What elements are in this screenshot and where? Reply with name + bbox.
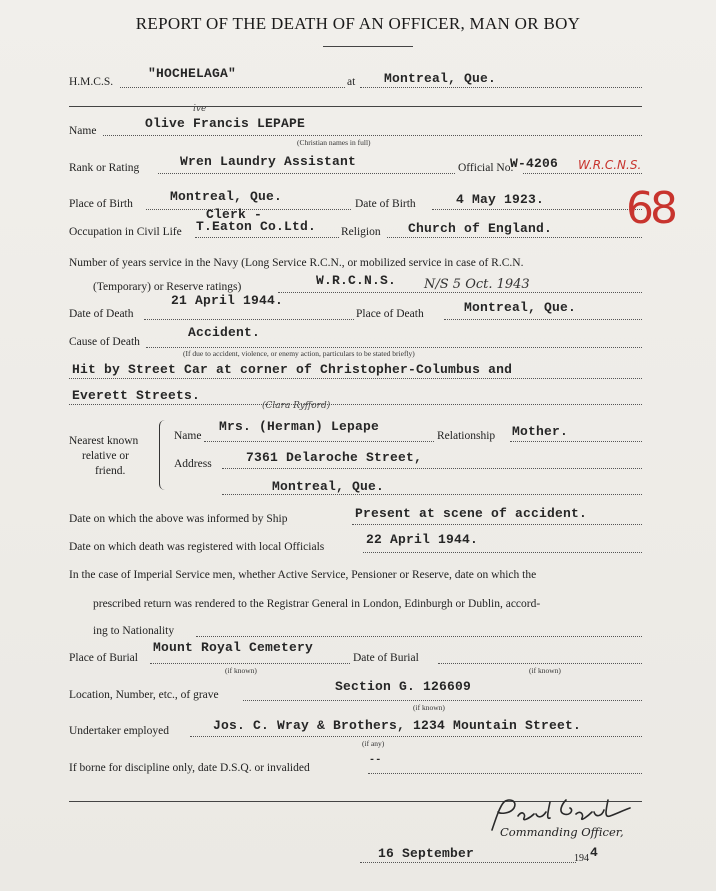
ship-at-label: at (347, 76, 356, 88)
date-of-birth-line (432, 209, 642, 210)
date-of-burial-label: Date of Burial (353, 652, 419, 664)
registered-value: 22 April 1944. (366, 532, 479, 547)
registered-line (363, 552, 642, 553)
rank-value: Wren Laundry Assistant (180, 154, 357, 169)
relative-section-label-1: Nearest known (69, 435, 139, 447)
name-handwritten-insert: ive (193, 104, 207, 114)
date-of-death-value: 21 April 1944. (171, 293, 284, 308)
name-hint: (Christian names in full) (297, 138, 371, 147)
date-of-birth-value: 4 May 1923. (456, 192, 545, 207)
official-number-value: W-4206 (510, 156, 559, 171)
date-of-burial-line (438, 663, 642, 664)
place-of-birth-label: Place of Birth (69, 198, 133, 210)
service-line (278, 292, 642, 293)
registered-label: Date on which death was registered with local Officials (69, 541, 325, 553)
grave-hint: (if known) (413, 703, 445, 712)
cause-detail-line2-rule (69, 404, 642, 405)
ship-value: "HOCHELAGA" (148, 66, 237, 81)
place-of-death-value: Montreal, Que. (464, 300, 577, 315)
official-number-label: Official No. (458, 162, 514, 174)
title-underline (323, 46, 413, 47)
place-of-death-line (444, 319, 642, 320)
cause-detail-line1-rule (69, 378, 642, 379)
religion-line (387, 237, 642, 238)
place-of-burial-label: Place of Burial (69, 652, 138, 664)
grave-label: Location, Number, etc., of grave (69, 689, 219, 701)
service-text-line1: Number of years service in the Navy (Long Service R.C.N., or mobilized service in case of R.C.N. (69, 257, 524, 269)
commanding-officer-label: Commanding Officer, (500, 825, 624, 839)
place-of-burial-hint: (if known) (225, 666, 257, 675)
religion-value: Church of England. (408, 221, 553, 236)
red-mark-68: 68 (626, 183, 674, 234)
occupation-label: Occupation in Civil Life (69, 226, 182, 238)
imperial-text-line2: prescribed return was rendered to the Registrar General in London, Edinburgh or Dublin, accord- (93, 598, 541, 610)
cause-of-death-value: Accident. (188, 325, 261, 340)
discipline-line (368, 773, 642, 774)
undertaker-label: Undertaker employed (69, 725, 169, 737)
date-of-death-label: Date of Death (69, 308, 134, 320)
date-signed-value: 16 September (378, 846, 475, 861)
document-title: REPORT OF THE DEATH OF AN OFFICER, MAN OR BOY (135, 14, 581, 33)
ship-line (120, 87, 345, 88)
undertaker-value: Jos. C. Wray & Brothers, 1234 Mountain Street. (213, 718, 582, 733)
relative-name-line (204, 441, 434, 442)
relative-section-label-2: relative or (82, 450, 129, 462)
relative-name-label: Name (174, 430, 202, 442)
ship-location-value: Montreal, Que. (384, 71, 497, 86)
grave-line (243, 700, 642, 701)
cause-of-death-line (146, 347, 642, 348)
place-of-death-label: Place of Death (356, 308, 424, 320)
imperial-text-line3: ing to Nationality (93, 625, 175, 637)
service-handwritten: N/S 5 Oct. 1943 (424, 277, 530, 292)
date-of-death-line (144, 319, 354, 320)
relationship-value: Mother. (512, 424, 569, 439)
cause-of-death-label: Cause of Death (69, 336, 140, 348)
occupation-value-line2: T.Eaton Co.Ltd. (196, 219, 317, 234)
date-of-birth-label: Date of Birth (355, 198, 416, 210)
occupation-line (195, 237, 339, 238)
discipline-label: If borne for discipline only, date D.S.Q. or invalided (69, 762, 310, 774)
address-line1: 7361 Delaroche Street, (246, 450, 423, 465)
ship-location-line (360, 87, 642, 88)
service-value: W.R.C.N.S. (316, 273, 397, 288)
date-signed-year-suffix: 4 (590, 845, 599, 860)
place-of-birth-value: Montreal, Que. (170, 189, 283, 204)
informed-value: Present at scene of accident. (355, 506, 588, 521)
imperial-line (196, 636, 642, 637)
cause-detail-line1: Hit by Street Car at corner of Christopher-Columbus and (72, 362, 513, 377)
address-label: Address (174, 458, 212, 470)
place-of-burial-value: Mount Royal Cemetery (153, 640, 314, 655)
informed-line (352, 524, 642, 525)
address-line2: Montreal, Que. (272, 479, 385, 494)
date-of-burial-hint: (if known) (529, 666, 561, 675)
cause-detail-line2: Everett Streets. (72, 388, 201, 403)
relative-name-value: Mrs. (Herman) Lepape (219, 419, 380, 434)
name-value: Olive Francis LEPAPE (145, 116, 306, 131)
name-line (103, 135, 642, 136)
undertaker-line (190, 736, 642, 737)
imperial-text-line1: In the case of Imperial Service men, whether Active Service, Pensioner or Reserve, date on which the (69, 569, 537, 581)
service-text-line2: (Temporary) or Reserve ratings) (93, 281, 242, 293)
grave-value: Section G. 126609 (335, 679, 472, 694)
relative-brace (159, 420, 166, 490)
relationship-line (510, 441, 642, 442)
religion-label: Religion (341, 226, 381, 238)
address-line1-rule (222, 468, 642, 469)
official-number-line (523, 173, 642, 174)
occupation-value-line1: Clerk - (206, 207, 263, 222)
ship-label: H.M.C.S. (69, 76, 114, 88)
date-signed-line (360, 862, 576, 863)
date-signed-year-prefix: 194 (574, 853, 589, 864)
address-line2-rule (222, 494, 642, 495)
section-rule (69, 106, 642, 107)
relative-handwritten-note: (Clara Ryfford) (262, 401, 331, 411)
official-number-handwritten: W.R.C.N.S. (578, 158, 642, 172)
relative-section-label-3: friend. (95, 465, 126, 477)
rank-line (158, 173, 455, 174)
rank-label: Rank or Rating (69, 162, 140, 174)
place-of-burial-line (150, 663, 350, 664)
relationship-label: Relationship (437, 430, 496, 442)
undertaker-hint: (if any) (362, 739, 385, 748)
informed-label: Date on which the above was informed by Ship (69, 513, 288, 525)
name-label: Name (69, 125, 97, 137)
discipline-value: -- (369, 755, 382, 766)
cause-of-death-hint: (If due to accident, violence, or enemy action, particulars to be stated briefly) (183, 349, 415, 358)
